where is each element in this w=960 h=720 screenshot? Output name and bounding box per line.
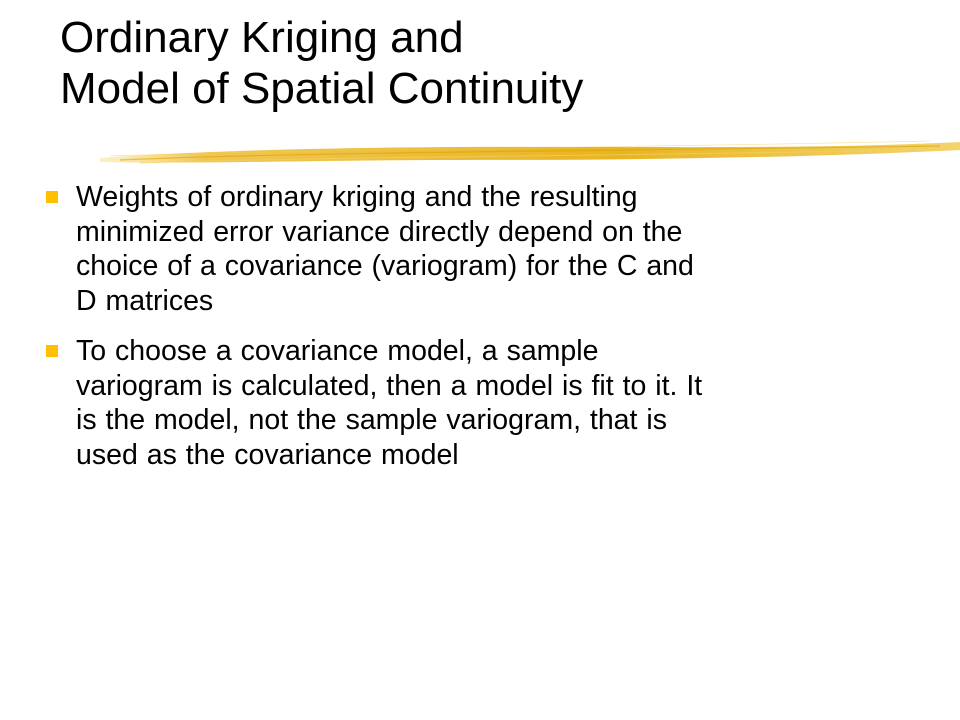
bullet-line: used as the covariance model: [76, 438, 459, 471]
bullet-item: [46, 334, 906, 472]
square-bullet-icon: [46, 191, 58, 203]
bullet-item: [46, 180, 906, 318]
bullet-line: minimized error variance directly depend on the: [76, 215, 683, 248]
bullet-line: D matrices: [76, 284, 214, 317]
bullet-line: Weights of ordinary kriging and the resulting: [76, 181, 638, 213]
brush-stroke-divider: [100, 136, 960, 176]
bullet-text: [76, 180, 906, 318]
bullet-list: [46, 180, 906, 488]
bullet-line: To choose a covariance model, a sample: [76, 335, 599, 367]
bullet-text: [76, 334, 906, 472]
bullet-line: choice of a covariance (variogram) for the C and: [76, 250, 694, 282]
slide-title: [60, 12, 920, 114]
bullet-line: variogram is calculated, then a model is fit to it. It: [76, 369, 703, 402]
title-line-2: Model of Spatial Continuity: [60, 64, 584, 113]
bullet-line: is the model, not the sample variogram, that is: [76, 404, 667, 436]
title-line-1: Ordinary Kriging and: [60, 13, 464, 62]
square-bullet-icon: [46, 345, 58, 357]
